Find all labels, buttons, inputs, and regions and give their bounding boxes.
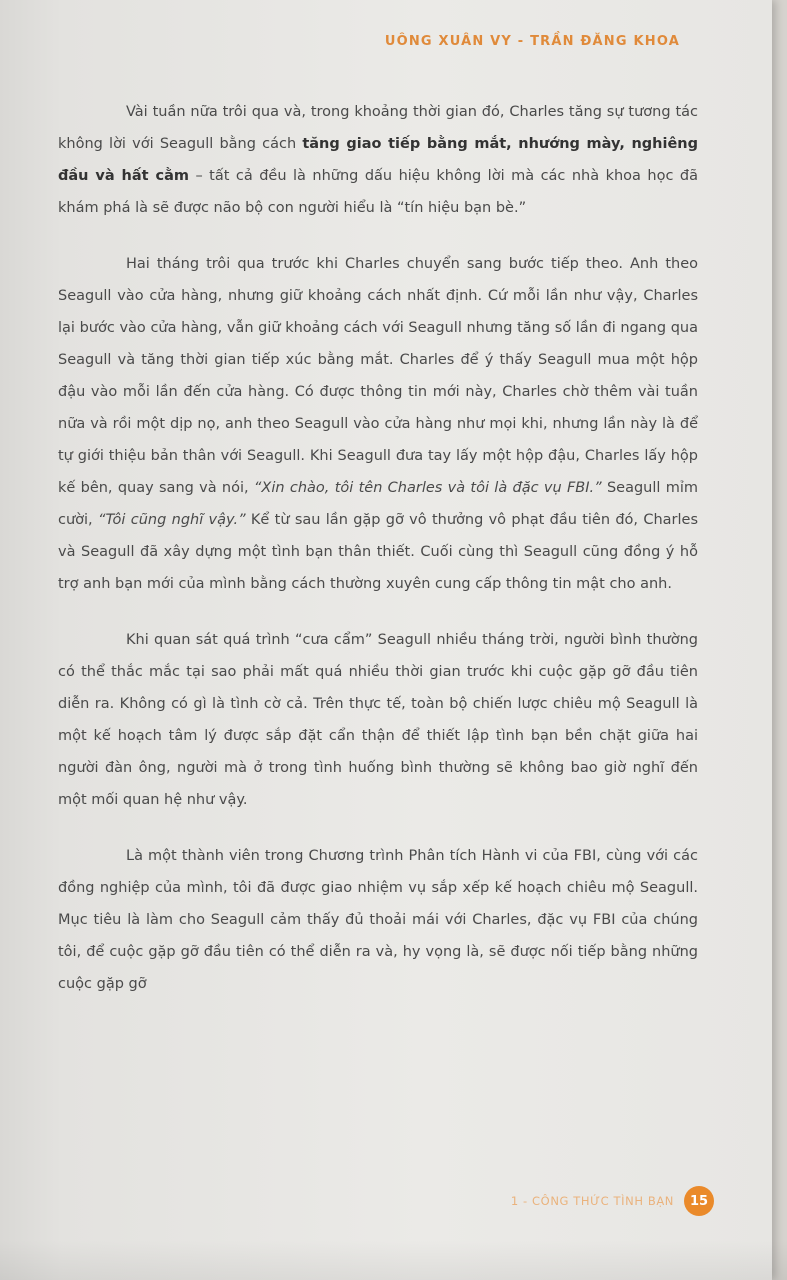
paragraph-4: Là một thành viên trong Chương trình Phân tích Hành vi của FBI, cùng với các đồng nghiệp của mình, tôi đã được giao nhiệm vụ sắp xếp kế hoạch chiêu mộ Seagull. Mục tiêu là làm cho Seagull cảm thấy đủ thoải mái với Charles, đặc vụ FBI của chúng tôi, để cuộc gặp gỡ đầu tiên có thể diễn ra và, hy vọng là, sẽ được nối tiếp bằng những cuộc gặp gỡ bbox=[58, 848, 698, 992]
paragraph-2-text-e: Kể từ sau lần gặp gỡ vô thưởng vô phạt đầu tiên đó, Charles và Seagull đã xây dựng một tình bạn thân thiết. Cuối cùng thì Seagull cũng đồng ý hỗ trợ anh bạn mới của mình bằng cách thường xuyên cung cấp thông tin mật cho anh. bbox=[58, 512, 698, 592]
body-text bbox=[58, 96, 698, 1024]
paragraph-1-text-a: Vài tuần nữa trôi qua và, trong khoảng thời gian đó, Charles tăng sự tương tác không lời với Seagull bằng cách bbox=[58, 104, 698, 152]
paragraph-1 bbox=[58, 96, 698, 224]
paragraph-1-bold-phrase: tăng giao tiếp bằng mắt, nhướng mày, nghiêng đầu và hất cằm bbox=[58, 136, 698, 184]
page-footer bbox=[511, 1186, 714, 1216]
paragraph-3: Khi quan sát quá trình “cưa cẩm” Seagull nhiều tháng trời, người bình thường có thể thắc mắc tại sao phải mất quá nhiều thời gian trước khi cuộc gặp gỡ đầu tiên diễn ra. Không có gì là tình cờ cả. Trên thực tế, toàn bộ chiến lược chiêu mộ Seagull là một kế hoạch tâm lý được sắp đặt cẩn thận để thiết lập tình bạn bền chặt giữa hai người đàn ông, người mà ở trong tình huống bình thường sẽ không bao giờ nghĩ đến một mối quan hệ như vậy. bbox=[58, 632, 698, 808]
page-bottom-shadow bbox=[0, 1240, 787, 1280]
page-number-badge: 15 bbox=[684, 1186, 714, 1216]
paragraph-2-quote-seagull: “Tôi cũng nghĩ vậy.” bbox=[97, 512, 246, 528]
chapter-label: 1 - CÔNG THỨC TÌNH BẠN bbox=[510, 1194, 674, 1208]
running-header: UÔNG XUÂN VY - TRẦN ĐĂNG KHOA bbox=[384, 34, 680, 49]
paragraph-2 bbox=[58, 248, 698, 600]
paragraph-2-text-c: Seagull mỉm cười, bbox=[58, 480, 698, 528]
paragraph-2-quote-charles: “Xin chào, tôi tên Charles và tôi là đặc vụ FBI.” bbox=[253, 480, 602, 496]
paragraph-2-text-a: Hai tháng trôi qua trước khi Charles chuyển sang bước tiếp theo. Anh theo Seagull vào cửa hàng, nhưng giữ khoảng cách nhất định. Cứ mỗi lần như vậy, Charles lại bước vào cửa hàng, vẫn giữ khoảng cách với Seagull nhưng tăng số lần đi ngang qua Seagull và tăng thời gian tiếp xúc bằng mắt. Charles để ý thấy Seagull mua một hộp đậu vào mỗi lần đến cửa hàng. Có được thông tin mới này, Charles chờ thêm vài tuần nữa và rồi một dịp nọ, anh theo Seagull vào cửa hàng như mọi khi, nhưng lần này là để tự giới thiệu bản thân với Seagull. Khi Seagull đưa tay lấy một hộp đậu, Charles lấy hộp kế bên, quay sang và nói, bbox=[58, 256, 698, 496]
paragraph-1-text-c: – tất cả đều là những dấu hiệu không lời mà các nhà khoa học đã khám phá là sẽ được não bộ con người hiểu là “tín hiệu bạn bè.” bbox=[58, 168, 698, 216]
